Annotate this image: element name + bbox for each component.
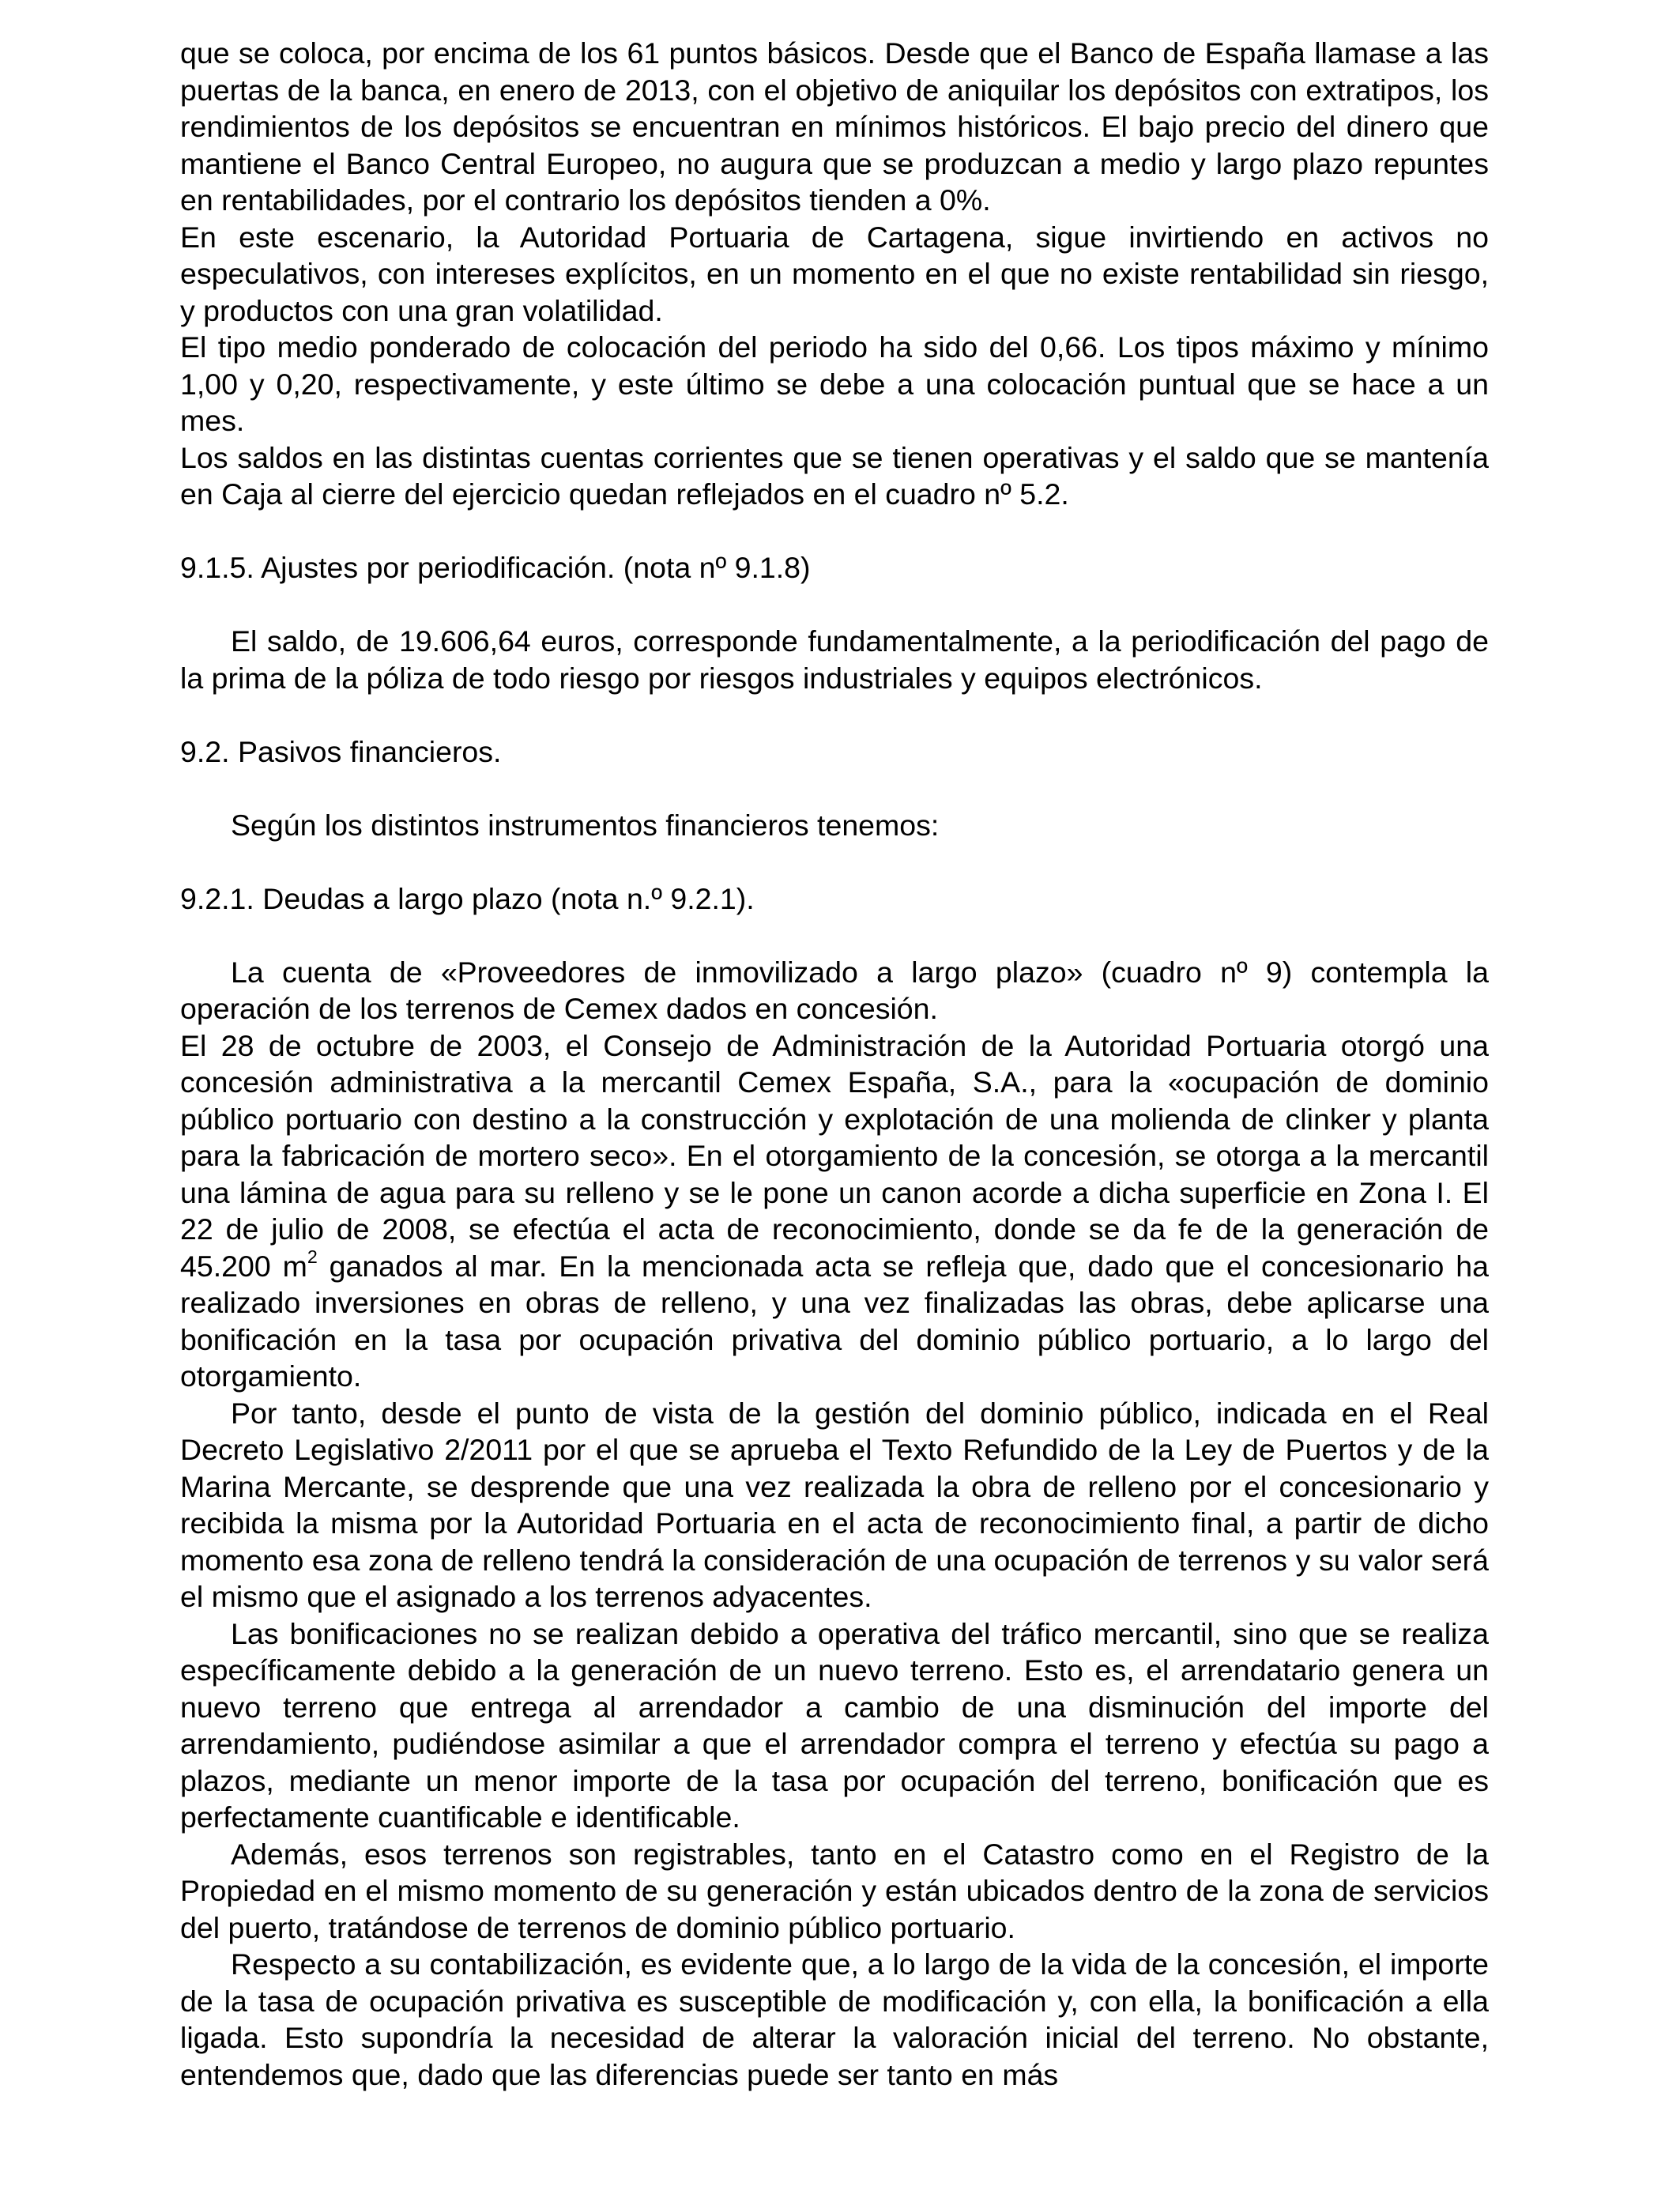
document-page (180, 35, 1489, 2093)
paragraph-registrable-land: Además, esos terrenos son registrables, tanto en el Catastro como en el Registro de la Propiedad en el mismo momento de su generación y están ubicados dentro de la zona de servicios del puerto, tratándose de terrenos de dominio público portuario. (180, 1837, 1489, 1944)
superscript-squared: 2 (307, 1246, 318, 1267)
paragraph-current-accounts: Los saldos en las distintas cuentas corrientes que se tienen operativas y el saldo que se mantenía en Caja al cierre del ejercicio quedan reflejados en el cuadro nº 5.2. (180, 440, 1489, 511)
paragraph-cemex-concession-part2: ganados al mar. En la mencionada acta se refleja que, dado que el concesionario ha realizado inversiones en obras de relleno, y una vez finalizadas las obras, debe aplicarse una bonificación en la tasa por ocupación privativa del dominio público portuario, a lo largo del otorgamiento. (180, 1249, 1489, 1393)
paragraph-bonuses: Las bonificaciones no se realizan debido a operativa del tráfico mercantil, sino que se realiza específicamente debido a la generación de un nuevo terreno. Esto es, el arrendatario genera un nuevo terreno que entrega al arrendador a cambio de una disminución del importe del arrendamiento, pudiéndose asimilar a que el arrendador compra el terreno y efectúa su pago a plazos, mediante un menor importe de la tasa por ocupación del terreno, bonificación que es perfectamente cuantificable e identificable. (180, 1616, 1489, 1834)
section-heading-9-2-1: 9.2.1. Deudas a largo plazo (nota n.º 9.2.1). (180, 881, 755, 915)
paragraph-deposits-yields: que se coloca, por encima de los 61 puntos básicos. Desde que el Banco de España llamase a las puertas de la banca, en enero de 2013, con el objetivo de aniquilar los depósitos con extratipos, los rendimientos de los depósitos se encuentran en mínimos históricos. El bajo precio del dinero que mantiene el Banco Central Europeo, no augura que se produzcan a medio y largo plazo repuntes en rentabilidades, por el contrario los depósitos tienden a 0%. (180, 36, 1489, 217)
paragraph-accounting: Respecto a su contabilización, es evidente que, a lo largo de la vida de la concesión, el importe de la tasa de ocupación privativa es susceptible de modificación y, con ella, la bonificación a ella ligada. Esto supondría la necesidad de alterar la valoración inicial del terreno. No obstante, entendemos que, dado que las diferencias puede ser tanto en más (180, 1947, 1489, 2091)
paragraph-financial-instruments: Según los distintos instrumentos financieros tenemos: (231, 808, 940, 842)
paragraph-weighted-rate: El tipo medio ponderado de colocación del periodo ha sido del 0,66. Los tipos máximo y mínimo 1,00 y 0,20, respectivamente, y este último se debe a una colocación puntual que se hace a un mes. (180, 330, 1489, 437)
section-heading-9-2: 9.2. Pasivos financieros. (180, 734, 502, 768)
paragraph-public-domain-management: Por tanto, desde el punto de vista de la gestión del dominio público, indicada en el Real Decreto Legislativo 2/2011 por el que se aprueba el Texto Refundido de la Ley de Puertos y de la Marina Mercante, se desprende que una vez realizada la obra de relleno por el concesionario y recibida la misma por la Autoridad Portuaria en el acta de reconocimiento final, a partir de dicho momento esa zona de relleno tendrá la consideración de una ocupación de terrenos y su valor será el mismo que el asignado a los terrenos adyacentes. (180, 1396, 1489, 1613)
paragraph-periodification-balance: El saldo, de 19.606,64 euros, corresponde fundamentalmente, a la periodificación del pago de la prima de la póliza de todo riesgo por riesgos industriales y equipos electrónicos. (180, 624, 1489, 695)
section-heading-9-1-5: 9.1.5. Ajustes por periodificación. (nota nº 9.1.8) (180, 551, 811, 584)
paragraph-cemex-concession-part1: El 28 de octubre de 2003, el Consejo de Administración de la Autoridad Portuaria otorgó una concesión administrativa a la mercantil Cemex España, S.A., para la «ocupación de dominio público portuario con destino a la construcción y explotación de una molienda de clinker y planta para la fabricación de mortero seco». En el otorgamiento de la concesión, se otorga a la mercantil una lámina de agua para su relleno y se le pone un canon acorde a dicha superficie en Zona I. El 22 de julio de 2008, se efectúa el acta de reconocimiento, donde se da fe de la generación de 45.200 m (180, 1028, 1489, 1283)
paragraph-cemex-concession (180, 1027, 1489, 1395)
paragraph-investment-scenario: En este escenario, la Autoridad Portuaria de Cartagena, sigue invirtiendo en activos no especulativos, con intereses explícitos, en un momento en el que no existe rentabilidad sin riesgo, y productos con una gran volatilidad. (180, 220, 1489, 327)
paragraph-suppliers-account: La cuenta de «Proveedores de inmovilizado a largo plazo» (cuadro nº 9) contempla la operación de los terrenos de Cemex dados en concesión. (180, 955, 1489, 1025)
